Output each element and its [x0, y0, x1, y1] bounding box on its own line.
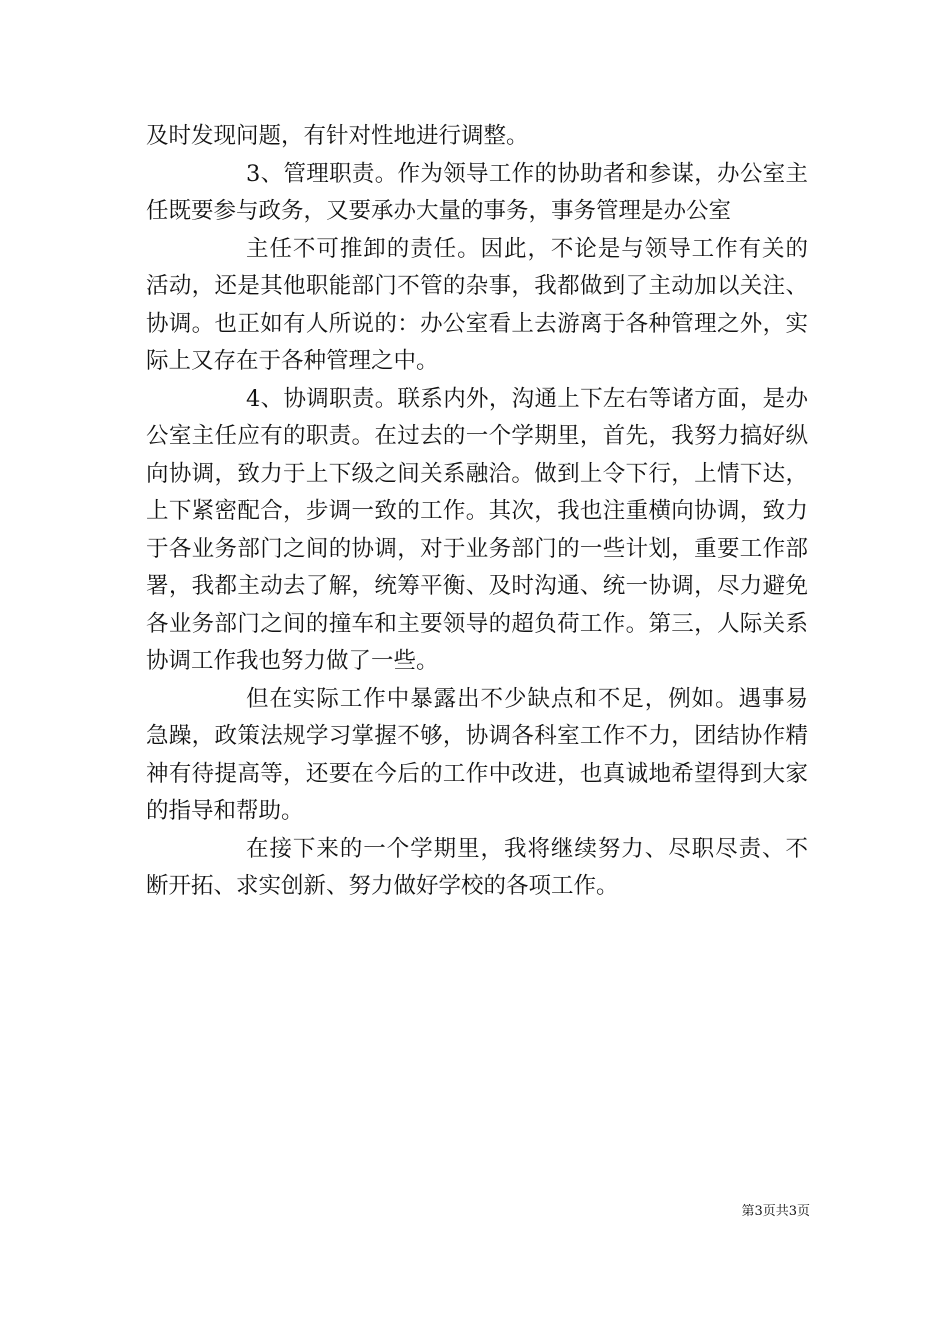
paragraph-1: 及时发现问题，有针对性地进行调整。 [146, 123, 529, 149]
paragraph-5: 但在实际工作中暴露出不少缺点和不足，例如。遇事易急躁，政策法规学习掌握不够，协调各科室工作不力，团结协作精神有待提高等，还要在今后的工作中改进，也真诚地希望得到大家的指导和帮助。 [146, 685, 808, 824]
paragraph-3: 主任不可推卸的责任。因此，不论是与领导工作有关的活动，还是其他职能部门不管的杂事，我都做到了主动加以关注、协调。也正如有人所说的：办公室看上去游离于各种管理之外，实际上又存在于各种管理之中。 [146, 235, 808, 374]
paragraph-2: 3、管理职责。作为领导工作的协助者和参谋，办公室主任既要参与政务，又要承办大量的事务，事务管理是办公室 [146, 160, 808, 224]
paragraph-4: 4、协调职责。联系内外，沟通上下左右等诸方面，是办公室主任应有的职责。在过去的一个学期里，首先，我努力搞好纵向协调，致力于上下级之间关系融洽。做到上令下行，上情下达，上下紧密配合，步调一致的工作。其次，我也注重横向协调，致力于各业务部门之间的协调，对于业务部门的一些计划，重要工作部署，我都主动去了解，统筹平衡、及时沟通、统一协调，尽力避免各业务部门之间的撞车和主要领导的超负荷工作。第三，人际关系协调工作我也努力做了一些。 [146, 385, 808, 674]
page-number-footer: 第3页共3页 [741, 1204, 810, 1219]
document-body [146, 118, 808, 906]
paragraph-6: 在接下来的一个学期里，我将继续努力、尽职尽责、不断开拓、求实创新、努力做好学校的各项工作。 [146, 835, 808, 899]
